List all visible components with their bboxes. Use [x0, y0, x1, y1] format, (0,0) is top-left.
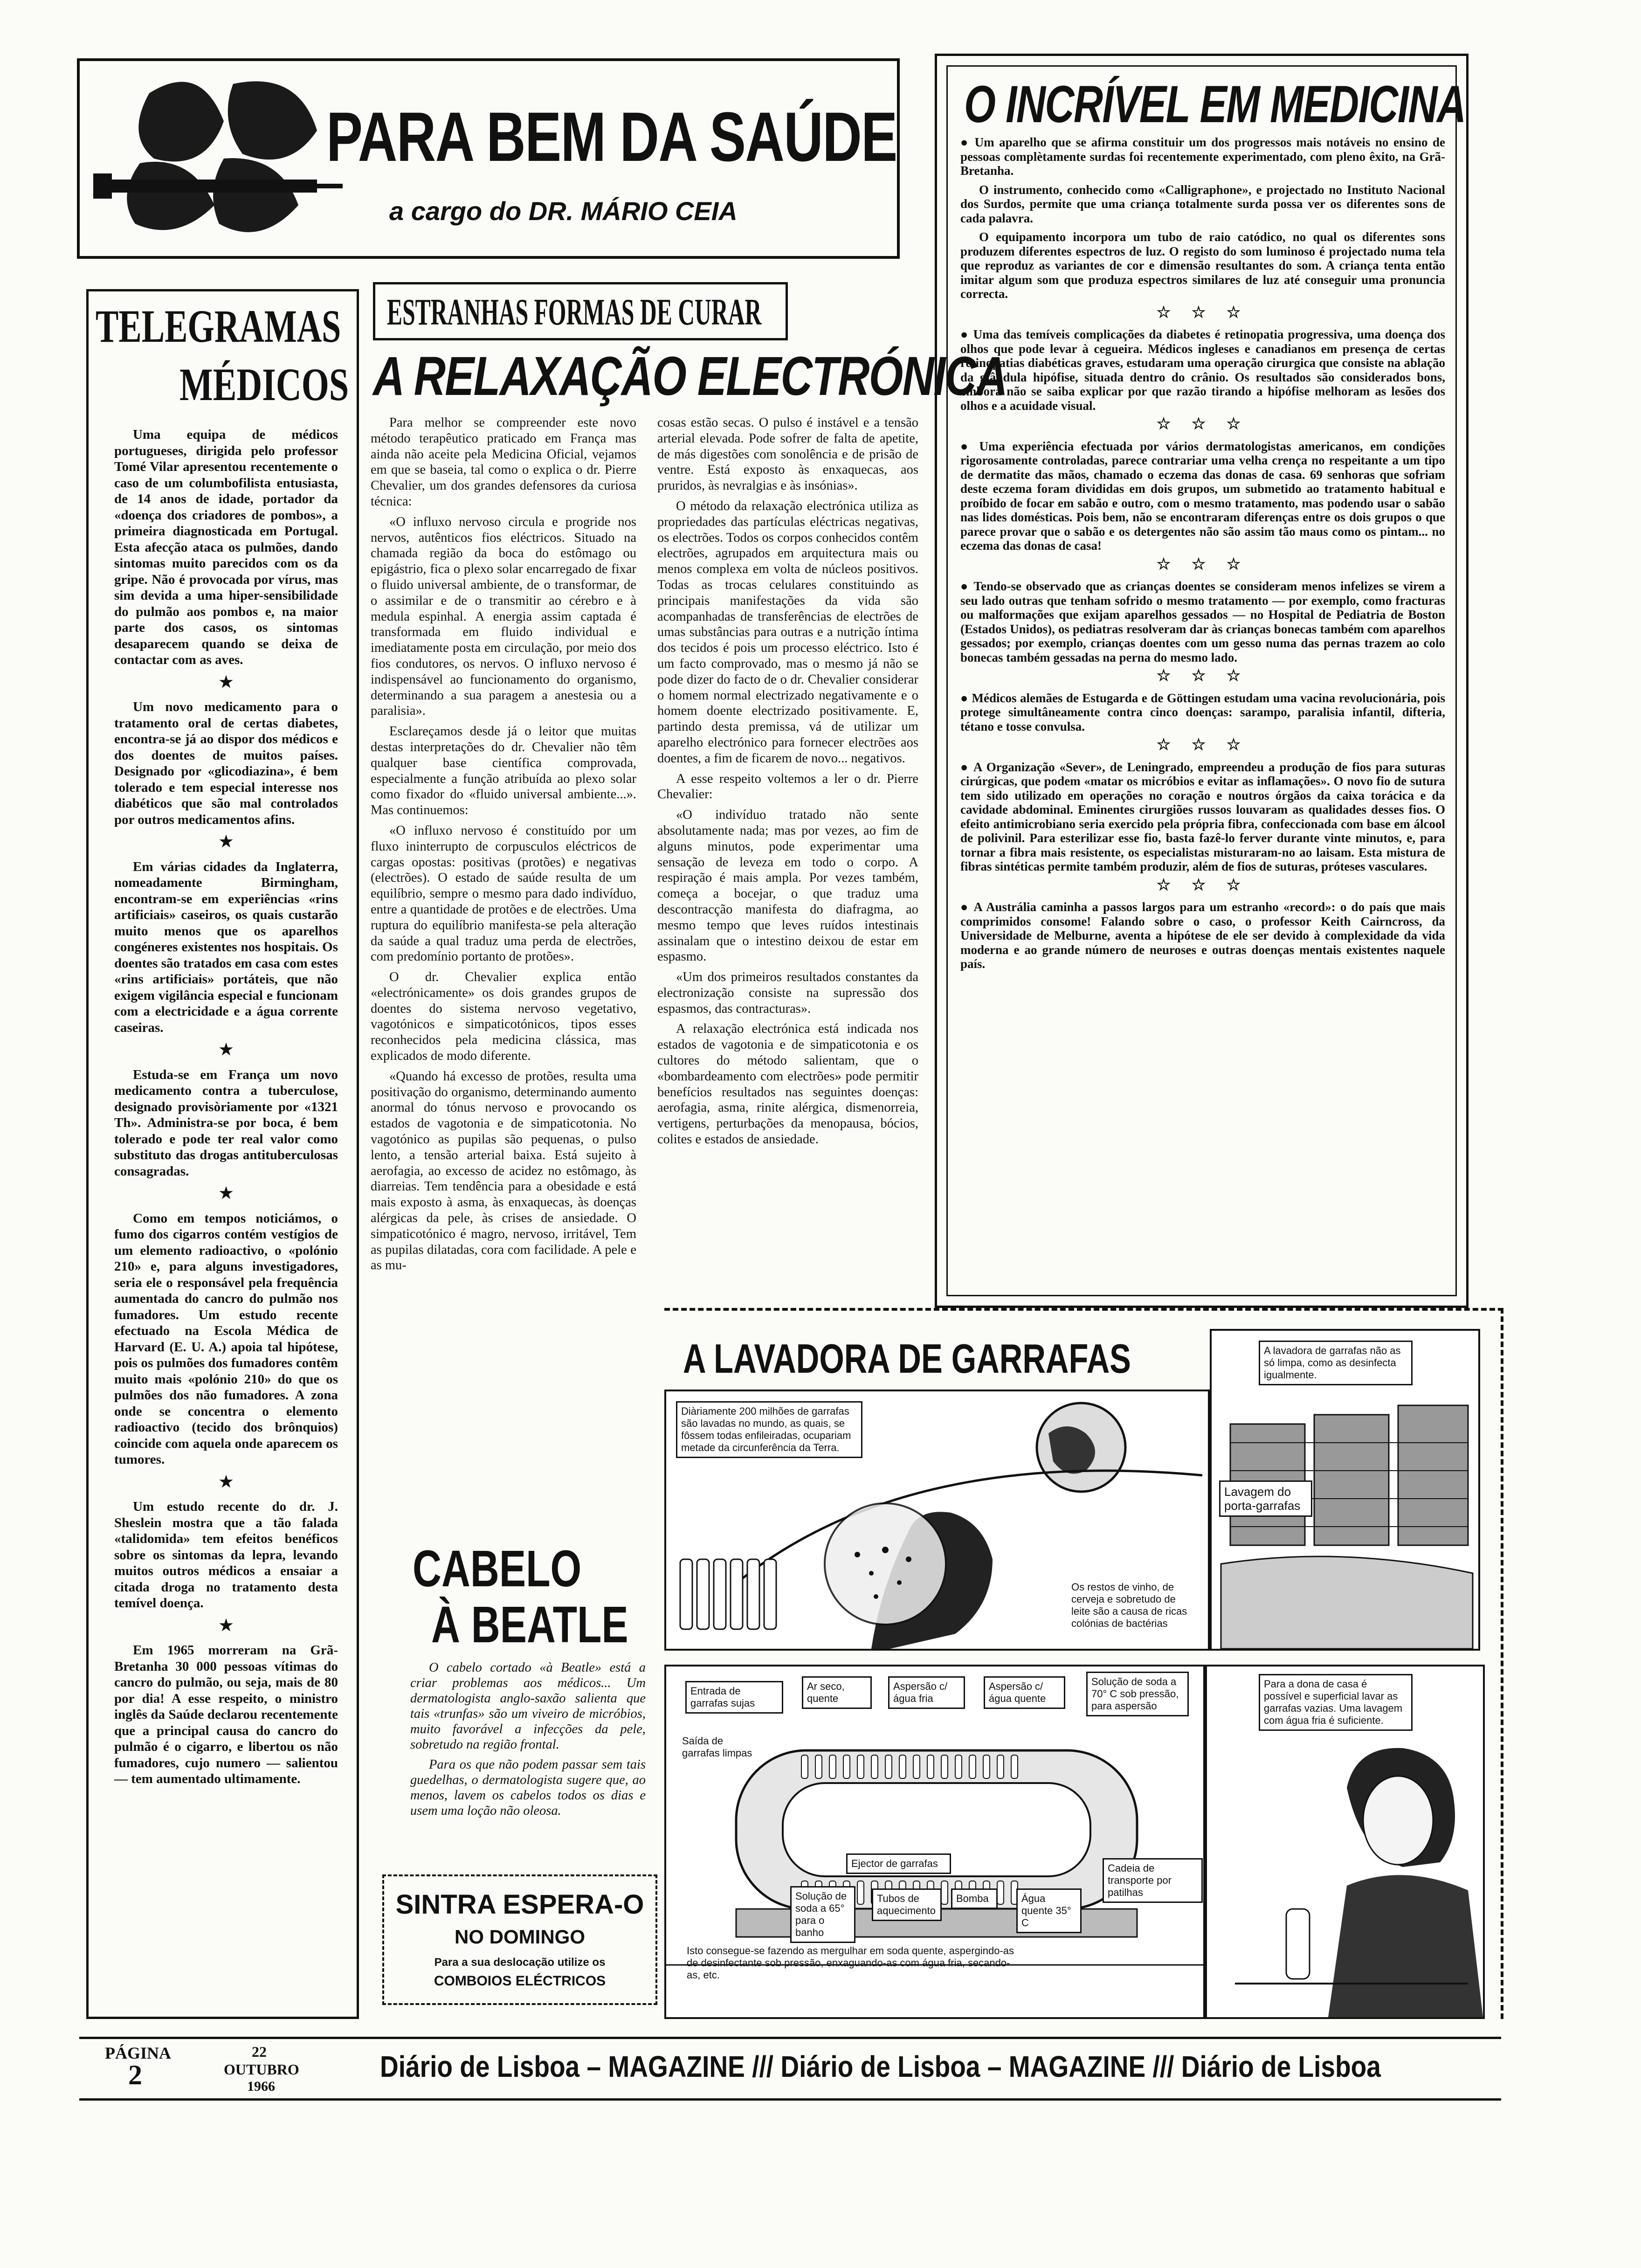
label-intro: Diàriamente 200 milhões de garrafas são lavadas no mundo, as quais, se fôssem todas enfileiradas, ocupariam metade da circunferência da Terra. — [676, 1401, 862, 1458]
telegrama-item: Uma equipa de médicos portugueses, dirigida pelo professor Tomé Vilar apresentou recentemente o caso de um columbofilista entusiasta, de 14 anos de idade, portador da «doença dos criadores de pombos», a primeira diagnosticada em Portugal. Esta afecção ataca os pulmões, dando sintomas muito parecidos com os da gripe. Não é provocada por vírus, mas sim devida a uma hiper-sensibilidade do pulmão aos pombos e, na maior parte dos casos, os sintomas desaparecem quando se deixa de contactar com as aves. — [114, 427, 338, 667]
paragraph: Esclareçamos desde já o leitor que muitas destas interpretações do dr. Chevalier não têm qualquer base científica comprovada, especialmente a função atribuída ao plexo solar como fixador do «fluido universal ambiente...». Mas continuemos: — [371, 724, 636, 818]
star-divider: ☆ ☆ ☆ — [1156, 876, 1249, 894]
sintra-line1: Para a sua deslocação utilize os — [434, 1956, 606, 1969]
telegramas-title-2: MÉDICOS — [179, 359, 349, 410]
news-item: ● Um aparelho que se afirma constituir um dos progressos mais notáveis no ensino de pessoas complètamente surdas foi recentemente experimentado, com pleno êxito, na Grã-Bretanha. — [960, 135, 1445, 178]
telegrama-item: Em várias cidades da Inglaterra, nomeadamente Birmingham, encontram-se em experiências «rins artificiais» caseiros, os quais custarão muito menos que os aparelhos congéneres existentes nos hospitais. Os doentes são tratados em casa com estes «rins artificiais» portáteis, que não exigem vigilância especial e funcionam com a electricidade e a água corrente caseiras. — [114, 859, 338, 1035]
beatle-title-1: CABELO — [413, 1540, 582, 1597]
telegrama-item: Estuda-se em França um novo medicamento contra a tuberculose, designado provisòriamente por «1321 Th». Administra-se por boca, é bem tolerado e pode ter real valor como substituto das drogas antituberculosas consagradas. — [114, 1067, 338, 1179]
telegrama-item: Um estudo recente do dr. J. Sheslein mostra que a tão falada «talidomida» tem efeitos benéficos sobre os sintomas da lepra, levando muitos outros médicos a ensaiar a citada droga no tratamento desta temível doença. — [114, 1499, 338, 1611]
news-item: ● Médicos alemães de Estugarda e de Göttingen estudam uma vacina revolucionária, pois protege simultâneamente contra cinco doenças: sarampo, paralisia infantil, difteria, tétano e tosse convulsa. — [960, 691, 1445, 733]
paragraph: O método da relaxação electrónica utiliza as propriedades das partículas eléctricas negativas, os electrões. Todos os corpos conhecidos contêm electrões, agrupados em arquitectura mais ou menos complexa em volta de núcleos positivos. Todas as trocas celulares constituindo as principais manifestações da vida são acompanhadas de transferências de electrões de umas substâncias para outras e a nutrição íntima dos tecidos é pois um processo eléctrico. Isto é um facto comprovado, mas o mesmo já não se pode dizer do facto de o dr. Chevalier considerar o homem normal electrizado negativamente e o homem doente electrizado positivamente. E, partindo desta premissa, vá de utilizar um aparelho electrónico para fornecer electrões aos doentes, a fim de ficarem de novo... negativos. — [657, 498, 918, 766]
star-divider: ★ — [219, 833, 234, 850]
label-porta: Lavagem do porta-garrafas — [1219, 1480, 1312, 1517]
paragraph: «O indivíduo tratado não sente absolutamente nada; mas por vezes, ao fim de alguns minutos, pode experimentar uma sensação de leveza em todo o corpo. A respiração é mais ampla. Por vezes também, começa a bocejar, o que traduz uma descontracção manifesta do diafragma, ao mesmo tempo que leves ruídos intestinais assinalam que o intestino deixou de estar em espasmo. — [657, 808, 918, 964]
label-ar: Ar seco, quente — [802, 1676, 872, 1709]
label-agua35: Água quente 35° C — [1016, 1888, 1082, 1933]
curar-column-1 — [371, 415, 636, 1278]
label-solucao65: Solução de soda a 65° para o banho — [790, 1886, 855, 1943]
paragraph: Para os que não podem passar sem tais guedelhas, o dermatologista sugere que, ao menos, lavem os cabelos todos os dias e usem uma loção não oleosa. — [410, 1757, 646, 1818]
label-saida: Saída de garrafas limpas — [682, 1735, 752, 1759]
incrivel-title: O INCRÍVEL EM MEDICINA — [964, 75, 1466, 133]
footer-rule-bottom — [79, 2098, 1501, 2101]
telegramas-title-1: TELEGRAMAS — [96, 300, 341, 352]
paragraph: A relaxação electrónica está indicada nos estados de vagotonia e de simpaticotonia e os cultores do método salientam, que o «bombardeamento com electrões» pode permitir benefícios resultados nas seguintes doenças: aerofagia, asma, rinite alérgica, dismenorreia, vertigens, perturbações da menopausa, bócios, colites e estados de ansiedade. — [657, 1022, 918, 1147]
star-divider: ★ — [219, 1617, 234, 1634]
label-entrada: Entrada de garrafas sujas — [685, 1681, 783, 1714]
paragraph: cosas estão secas. O pulso é instável e a tensão arterial elevada. Pode sofrer de falta de apetite, de más digestões com sonolência e de prisão de ventre. Está exposto às enxaquecas, aos pruridos, às nevralgias e às insónias». — [657, 415, 918, 493]
paragraph: A esse respeito voltemos a ler o dr. Pierre Chevalier: — [657, 771, 918, 802]
label-tubos: Tubos de aquecimento — [872, 1888, 942, 1921]
star-divider: ☆ ☆ ☆ — [1156, 667, 1249, 685]
footer-year: 1966 — [247, 2079, 275, 2094]
label-bomba: Bomba — [951, 1888, 998, 1909]
news-item: ● Uma das temíveis complicações da diabetes é retinopatia progressiva, uma doença dos olhos que pode levar à cegueira. Médicos ingleses e canadianos em presença de certas retinopatias diabéticas graves, estudaram uma operação cirurgica que consiste na ablação da glândula hipófise, situada dentro do crânio. Os resultados são considerados bons, embora não se saiba explicar por que razão tirando a hipófise melhoram as lesões dos olhos e a acuidade visual. — [960, 327, 1445, 413]
label-restos: Os restos de vinho, de cerveja e sobretudo de leite são a causa de ricas colónias de bactérias — [1071, 1581, 1187, 1629]
sintra-line2: COMBOIOS ELÉCTRICOS — [434, 1973, 606, 1989]
footer-banner: Diário de Lisboa – MAGAZINE /// Diário de Lisboa – MAGAZINE /// Diário de Lisboa — [380, 2050, 1381, 2083]
paragraph: Para melhor se compreender este novo método terapêutico praticado em França mas ainda não aceite pela Medicina Oficial, vejamos em que se baseia, tal como o explica o dr. Pierre Chevalier, um dos grandes defensores da curiosa técnica: — [371, 415, 636, 509]
star-divider: ☆ ☆ ☆ — [1156, 304, 1249, 321]
sintra-subtitle: NO DOMINGO — [455, 1926, 585, 1948]
telegrama-item: Como em tempos noticiámos, o fumo dos cigarros contém vestígios de um elemento radioactivo, o «polónio 210» e, para alguns investigadores, seria ele o responsável pela frequência aumentada do cancro do pulmão nos fumadores. Um estudo recente efectuado na Escola Médica de Harvard (E. U. A.) apoia tal hipótese, pois os pulmões dos fumadores contêm muito mais «polónio 210» do que os pulmões dos não fumadores. A zona onde se concentra o elemento radioactivo (tecido dos brônquios) coincide com aquela onde aparecem os tumores. — [114, 1210, 338, 1467]
news-item: O instrumento, conhecido como «Calligraphone», e projectado no Instituto Nacional dos Surdos, permite que uma criança totalmente surda possa ver os diferentes sons de cada palavra. — [960, 182, 1445, 225]
label-solucao70: Solução de soda a 70° C sob pressão, para aspersão — [1086, 1672, 1189, 1716]
star-divider: ★ — [219, 673, 234, 691]
telegramas-column — [114, 427, 338, 1792]
page-number: 2 — [128, 2060, 142, 2090]
paragraph: O cabelo cortado «à Beatle» está a criar problemas aos médicos... Um dermatologista anglo-saxão salienta que tais «trunfas» são um viveiro de micróbios, muito favorável a infecções da pele, sobretudo na região frontal. — [410, 1660, 646, 1752]
paragraph: «O influxo nervoso é constituído por um fluxo ininterrupto de corpusculos eléctricos de cargas opostas: positivas (protões) e negativas (electrões). O estado de saúde resulta de um equilíbrio, sempre o mesmo para dado indivíduo, entre a quantidade de protões e de electrões. Uma ruptura do equilíbrio manifesta-se pela alteração da saúde a qual traduz uma perda de electrões, com predomínio portanto de protões». — [371, 823, 636, 964]
label-asp-quente: Aspersão c/ água quente — [984, 1676, 1065, 1709]
label-ejector: Ejector de garrafas — [846, 1853, 951, 1874]
news-item: O equipamento incorpora um tubo de raio catódico, no qual os diferentes sons produzem diferentes espectros de luz. O registo do som luminoso é projectado numa tela que reproduz as variantes de cor e dimensão resultantes do som. A criança tenta então imitar algum som que produza espectros similares de luz até conseguir uma pronuncia correcta. — [960, 230, 1445, 301]
syringe-leaf-icon — [84, 65, 345, 252]
paragraph: «Quando há excesso de protões, resulta uma positivação do organismo, determinando aumento anormal do tónus nervoso e provocando os estados de vagotonia e de simpaticotonia. No vagotónico as pupilas são pequenas, o pulso lento, a tensão arterial baixa. Está sujeito à aerofagia, ao excesso de acidez no estômago, às diarreias. Tem tendência para a obesidade e está mais exposto à asma, às enxaquecas, às doenças alérgicas da pele, às crises de ansiedade. O simpaticotónico é magro, nervoso, irritável, Tem as pupilas dilatadas, cora com facilidade. A pele e as mu- — [371, 1069, 636, 1273]
star-divider: ☆ ☆ ☆ — [1156, 555, 1249, 573]
page-title: PARA BEM DA SAÚDE — [326, 97, 897, 176]
label-asp-fria: Aspersão c/ água fria — [888, 1676, 965, 1709]
star-divider: ★ — [219, 1185, 234, 1202]
label-clean: A lavadora de garrafas não as só limpa, como as desinfecta igualmente. — [1259, 1341, 1413, 1385]
paragraph: O dr. Chevalier explica então «electrónicamente» os dois grandes grupos de doentes do sistema nervoso vegetativo, vagotónicos e simpaticotónicos, tipos esses reconhecidos pela medicina clássica, mas explicados de modo diferente. — [371, 970, 636, 1064]
kicker: ESTRANHAS FORMAS DE CURAR — [387, 292, 762, 333]
footer-rule — [79, 2037, 1501, 2039]
paragraph: «O influxo nervoso circula e progride nos nervos, autênticos fios eléctricos. Situado na chamada região da boca do estômago ou epigástrio, fica o plexo solar encarregado de fixar o fluido universal ambiente, de o transformar, de o assimilar e de o transmitir ao cérebro e à medula espinhal. A energia assim captada é transformada em fluido individual e imediatamente posta em circulação, por meio dos fios condutores, os nervos. O influxo nervoso é indispensável ao funcionamento do organismo, determinando a sua paragem a anestesia ou a paralisia». — [371, 514, 636, 719]
news-item: ● Uma experiência efectuada por vários dermatologistas americanos, em condições rigorosamente controladas, parece contrariar uma velha crença no respeitante a um tipo de dermatite das mãos, chamado o eczema das donas de casa. 69 senhoras que sofriam deste eczema foram divididas em dois grupos, um submetido ao tratamento habitual e proíbido de focar em sabão e outro, com o mesmo tratamento, mas podendo usar o sabão nas lides domésticas. Pois bem, não se encontraram diferenças entre os dois grupos o que parece provar que o sabão e os detergentes não são assim tão maus como os pintam... no eczema das donas de casa! — [960, 439, 1446, 553]
footer-day: 22 — [252, 2043, 267, 2060]
news-item: ● A Austrália caminha a passos largos para um estranho «record»: o do país que mais comprimidos consome! Falando sobre o caso, o professor Keith Cairncross, da Universidade de Melburne, aventa a hipótese de ele ser devido à complexidade da vida moderna e ao grande número de neuroses e outras doenças mentais existentes naquele país. — [960, 900, 1446, 971]
byline: a cargo do DR. MÁRIO CEIA — [389, 196, 738, 226]
telegrama-item: Em 1965 morreram na Grã-Bretanha 30 000 pessoas vítimas do cancro do pulmão, ou seja, mais de 80 por dia! A esse respeito, o ministro inglês da Saúde declarou recentemente que a principal causa do cancro do pulmão é o cigarro, e libertou os não fumadores, cujo numero — salientou — tem aumentado ultimamente. — [114, 1643, 338, 1786]
pagina-label: PÁGINA — [105, 2044, 171, 2062]
article-title: A RELAXAÇÃO ELECTRÓNICA — [373, 346, 1007, 407]
telegrama-item: Um novo medicamento para o tratamento oral de certas diabetes, encontra-se já ao dispor dos médicos e dos doentes de muitos países. Designado por «glicodiazina», é bem tolerado e tem especial interesse nos diabéticos que são mal controlados por outros medicamentos afins. — [114, 699, 338, 827]
star-divider: ☆ ☆ ☆ — [1156, 415, 1249, 433]
news-item: ● A Organização «Sever», de Leningrado, empreendeu a produção de fios para suturas cirúrgicas, que podem «matar os micróbios e evitar as inflamações». O novo fio de sutura tem sido utilizado em operações no coração e noutros órgãos da caixa torácica e da cavidade abdominal. Eminentes cirurgiões russos louvaram as qualidades desses fios. O efeito antimicrobiano seria exercido pela própria fibra, confeccionada com base em álcool de polivinil. Para esterilizar esse fio, basta fazê-lo ferver durante vinte minutos, e, para tornar a fibra mais resistente, os especialistas misturaram-no ao laisam. Esta mistura de fibras sintéticas permite também produzir, além de fios de suturas, próteses vasculares. — [960, 760, 1445, 873]
sintra-title: SINTRA ESPERA-O — [395, 1889, 644, 1920]
beatle-title-2: À BEATLE — [431, 1596, 628, 1653]
lavadora-title: A LAVADORA DE GARRAFAS — [683, 1335, 1131, 1382]
curar-column-2 — [657, 415, 918, 1152]
label-cadeia: Cadeia de transporte por patilhas — [1103, 1858, 1203, 1903]
star-divider: ☆ ☆ ☆ — [1156, 736, 1249, 754]
news-item: ● Tendo-se observado que as crianças doentes se consideram menos infelizes se virem a seu lado outras que tenham sofrido o mesmo tratamento — por exemplo, como fracturas ou malformações que exijam aparelhos gessados — no Hospital de Pediatria de Boston (Estados Unidos), os pediatras resolveram dar às crianças bonecas também com aparelhos gessados; por exemplo, crianças doentes com um gesso numa das pernas trazem ao colo bonecas também gessadas na perna do mesmo lado. — [960, 579, 1445, 664]
paragraph: «Um dos primeiros resultados constantes da electronização consiste na supressão dos espasmos, das contracturas». — [657, 970, 918, 1016]
incrivel-column — [960, 135, 1445, 976]
beatle-text — [410, 1660, 646, 1823]
label-dona: Para a dona de casa é possível e superficial lavar as garrafas vazias. Uma lavagem com água fria é suficiente. — [1259, 1674, 1413, 1731]
footer-month: OUTUBRO — [224, 2061, 299, 2078]
star-divider: ★ — [219, 1473, 234, 1491]
star-divider: ★ — [219, 1041, 234, 1058]
label-isto: Isto consegue-se fazendo as mergulhar em soda quente, aspergindo-as de desinfectante sob pressão, enxaguando-as com água fria, secando-as, etc. — [687, 1945, 1014, 1981]
